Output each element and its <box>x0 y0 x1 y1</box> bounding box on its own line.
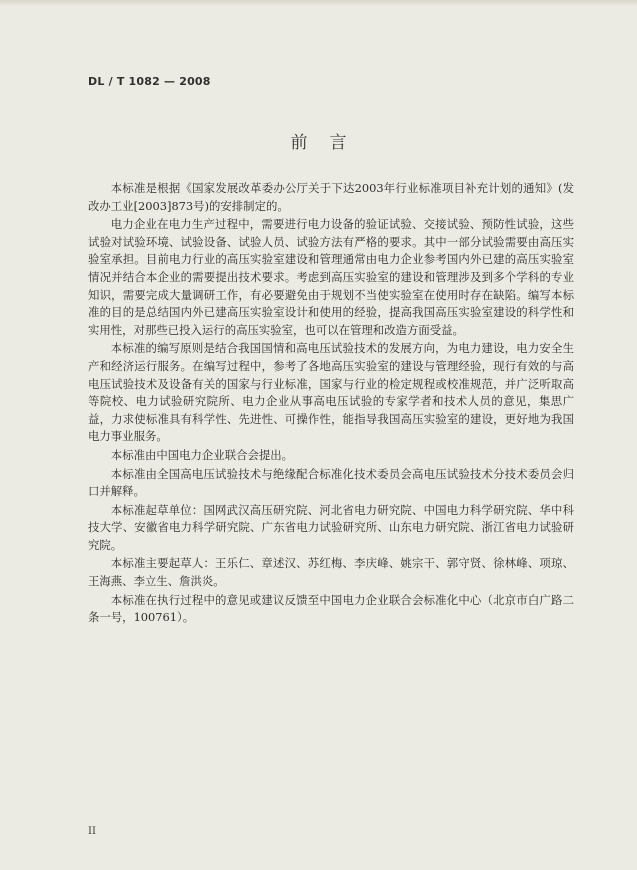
standard-code: DL / T 1082 — 2008 <box>88 75 211 88</box>
paragraph-drafting-units: 本标准起草单位：国网武汉高压研究院、河北省电力研究院、中国电力科学研究院、华中科技大学、安徽省电力科学研究院、广东省电力试验研究所、山东电力研究院、浙江省电力试验研究院。 <box>88 502 574 552</box>
paragraph-proposer: 本标准由中国电力企业联合会提出。 <box>110 447 294 462</box>
foreword-body <box>88 180 574 627</box>
paragraph-principles: 本标准的编写原则是结合我国国情和高电压试验技术的发展方向，为电力建设，电力安全生产和经济运行服务。在编写过程中，参考了各地高压实验室的建设与管理经验，现行有效的与高电压试验技术及设备有关的国家与行业标准，国家与行业的检定规程或校准规范，并广泛听取高等院校、电力试验研究院所、电力企业从事高电压试验的专家学者和技术人员的意见，集思广益，力求使标准具有科学性、先进性、可操作性，能指导我国高压实验室的建设，更好地为我国电力事业服务。 <box>88 341 574 444</box>
page-title: 前言 <box>290 133 369 153</box>
paragraph-feedback: 本标准在执行过程中的意见或建议反馈至中国电力企业联合会标准化中心（北京市白广路二条一号，100761）。 <box>88 592 574 625</box>
page-edge-shadow <box>0 0 637 6</box>
page-number: II <box>88 826 96 837</box>
paragraph-background: 电力企业在电力生产过程中，需要进行电力设备的验证试验、交接试验、预防性试验，这些试验对试验环境、试验设备、试验人员、试验方法有严格的要求。其中一部分试验需要由高压实验室承担。目前电力行业的高压实验室建设和管理通常由电力企业参考国内外已建的高压实验室情况并结合本企业的需要提出技术要求。考虑到高压实验室的建设和管理涉及到多个学科的专业知识，需要完成大量调研工作，有必要避免由于规划不当使实验室在使用时存在缺陷。编写本标准的目的是总结国内外已建高压实验室设计和使用的经验，提高我国高压实验室建设的科学性和实用性，对那些已投入运行的高压实验室，也可以在管理和改造方面受益。 <box>88 217 574 337</box>
paragraph-basis: 本标准是根据《国家发展改革委办公厅关于下达2003年行业标准项目补充计划的通知》(发改办工业[2003]873号)的安排制定的。 <box>88 181 574 213</box>
paragraph-interpretation: 本标准由全国高电压试验技术与绝缘配合标准化技术委员会高电压试验技术分技术委员会归口并解释。 <box>88 466 574 499</box>
paragraph-drafters: 本标准主要起草人：王乐仁、章述汉、苏红梅、李庆峰、姚宗干、郭守贤、徐林峰、项琼、王海燕、李立生、詹洪炎。 <box>88 556 574 589</box>
